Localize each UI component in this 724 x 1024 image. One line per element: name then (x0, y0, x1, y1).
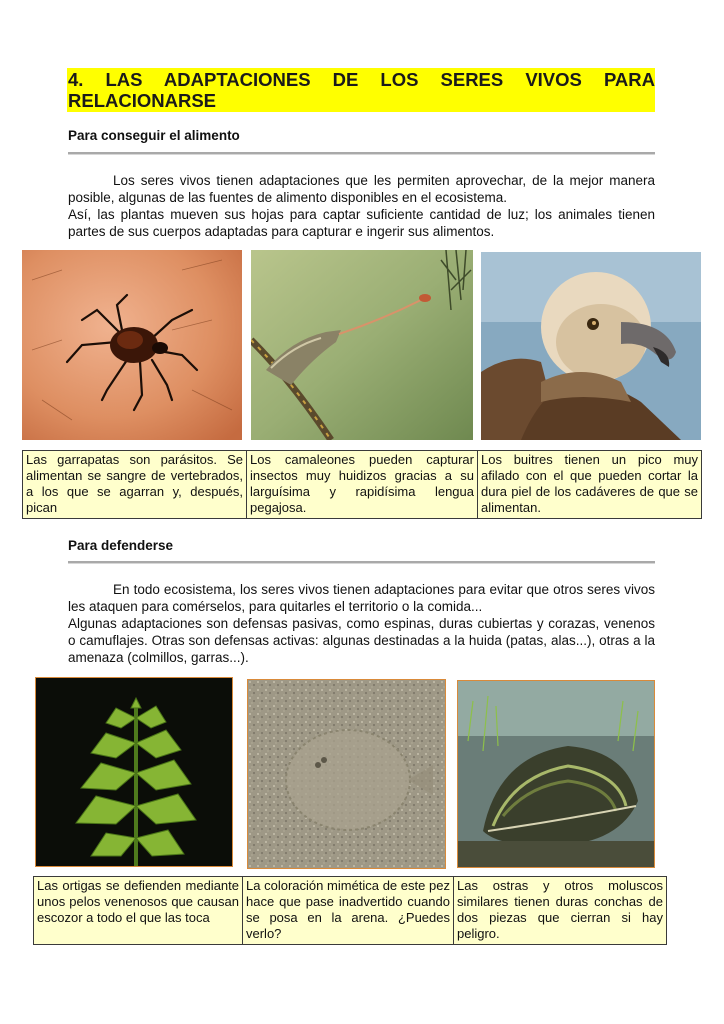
section-divider-food (68, 152, 655, 155)
tick-photo (22, 250, 242, 440)
caption-table-defense (33, 876, 667, 945)
caption-vulture: Los buitres tienen un pico muy afilado con el que pueden cortar la dura piel de los cadáveres de que se alimentan. (478, 451, 702, 519)
paragraph-defense-1: En todo ecosistema, los seres vivos tienen adaptaciones para evitar que otros seres vivos les ataquen para comérselos, para quitarles el territorio o la comida... (68, 582, 655, 614)
caption-chameleon: Los camaleones pueden capturar insectos muy huidizos gracias a su larguísima y rapidísima lengua pegajosa. (247, 451, 478, 519)
paragraph-defense-2: Algunas adaptaciones son defensas pasivas, como espinas, duras cubiertas y corazas, venenos o camuflajes. Otras son defensas activas: algunas destinadas a la huida (patas, alas...), otras a la amenaza (colmillos, garras...). (68, 616, 655, 665)
oyster-photo (457, 680, 655, 868)
section-text-defense (68, 581, 655, 666)
chameleon-photo (251, 250, 473, 440)
flatfish-photo (247, 679, 446, 869)
caption-nettle: Las ortigas se defienden mediante unos pelos venenosos que causan escozor a todo el que las toca (34, 877, 243, 945)
section-heading-food: Para conseguir el alimento (68, 128, 240, 143)
section-text-food (68, 172, 655, 240)
section-divider-defense (68, 561, 655, 564)
caption-tick: Las garrapatas son parásitos. Se alimentan se sangre de vertebrados, a los que se agarran y, después, pican (23, 451, 247, 519)
caption-table-food (22, 450, 702, 519)
paragraph-food-1: Los seres vivos tienen adaptaciones que les permiten aprovechar, de la mejor manera posible, algunas de las fuentes de alimento disponibles en el ecosistema. (68, 173, 655, 205)
section-heading-defense: Para defenderse (68, 538, 174, 553)
paragraph-food-2: Así, las plantas mueven sus hojas para captar suficiente cantidad de luz; los animales tienen partes de sus cuerpos adaptadas para capturar e ingerir sus alimentos. (68, 207, 655, 239)
caption-oyster: Las ostras y otros moluscos similares tienen duras conchas de dos piezas que cierran si hay peligro. (454, 877, 667, 945)
nettle-photo (35, 677, 233, 867)
page-title: 4. LAS ADAPTACIONES DE LOS SERES VIVOS PARA RELACIONARSE (68, 69, 655, 111)
caption-flatfish: La coloración mimética de este pez hace que pase inadvertido cuando se posa en la arena. ¿Puedes verlo? (243, 877, 454, 945)
vulture-photo (481, 252, 701, 440)
